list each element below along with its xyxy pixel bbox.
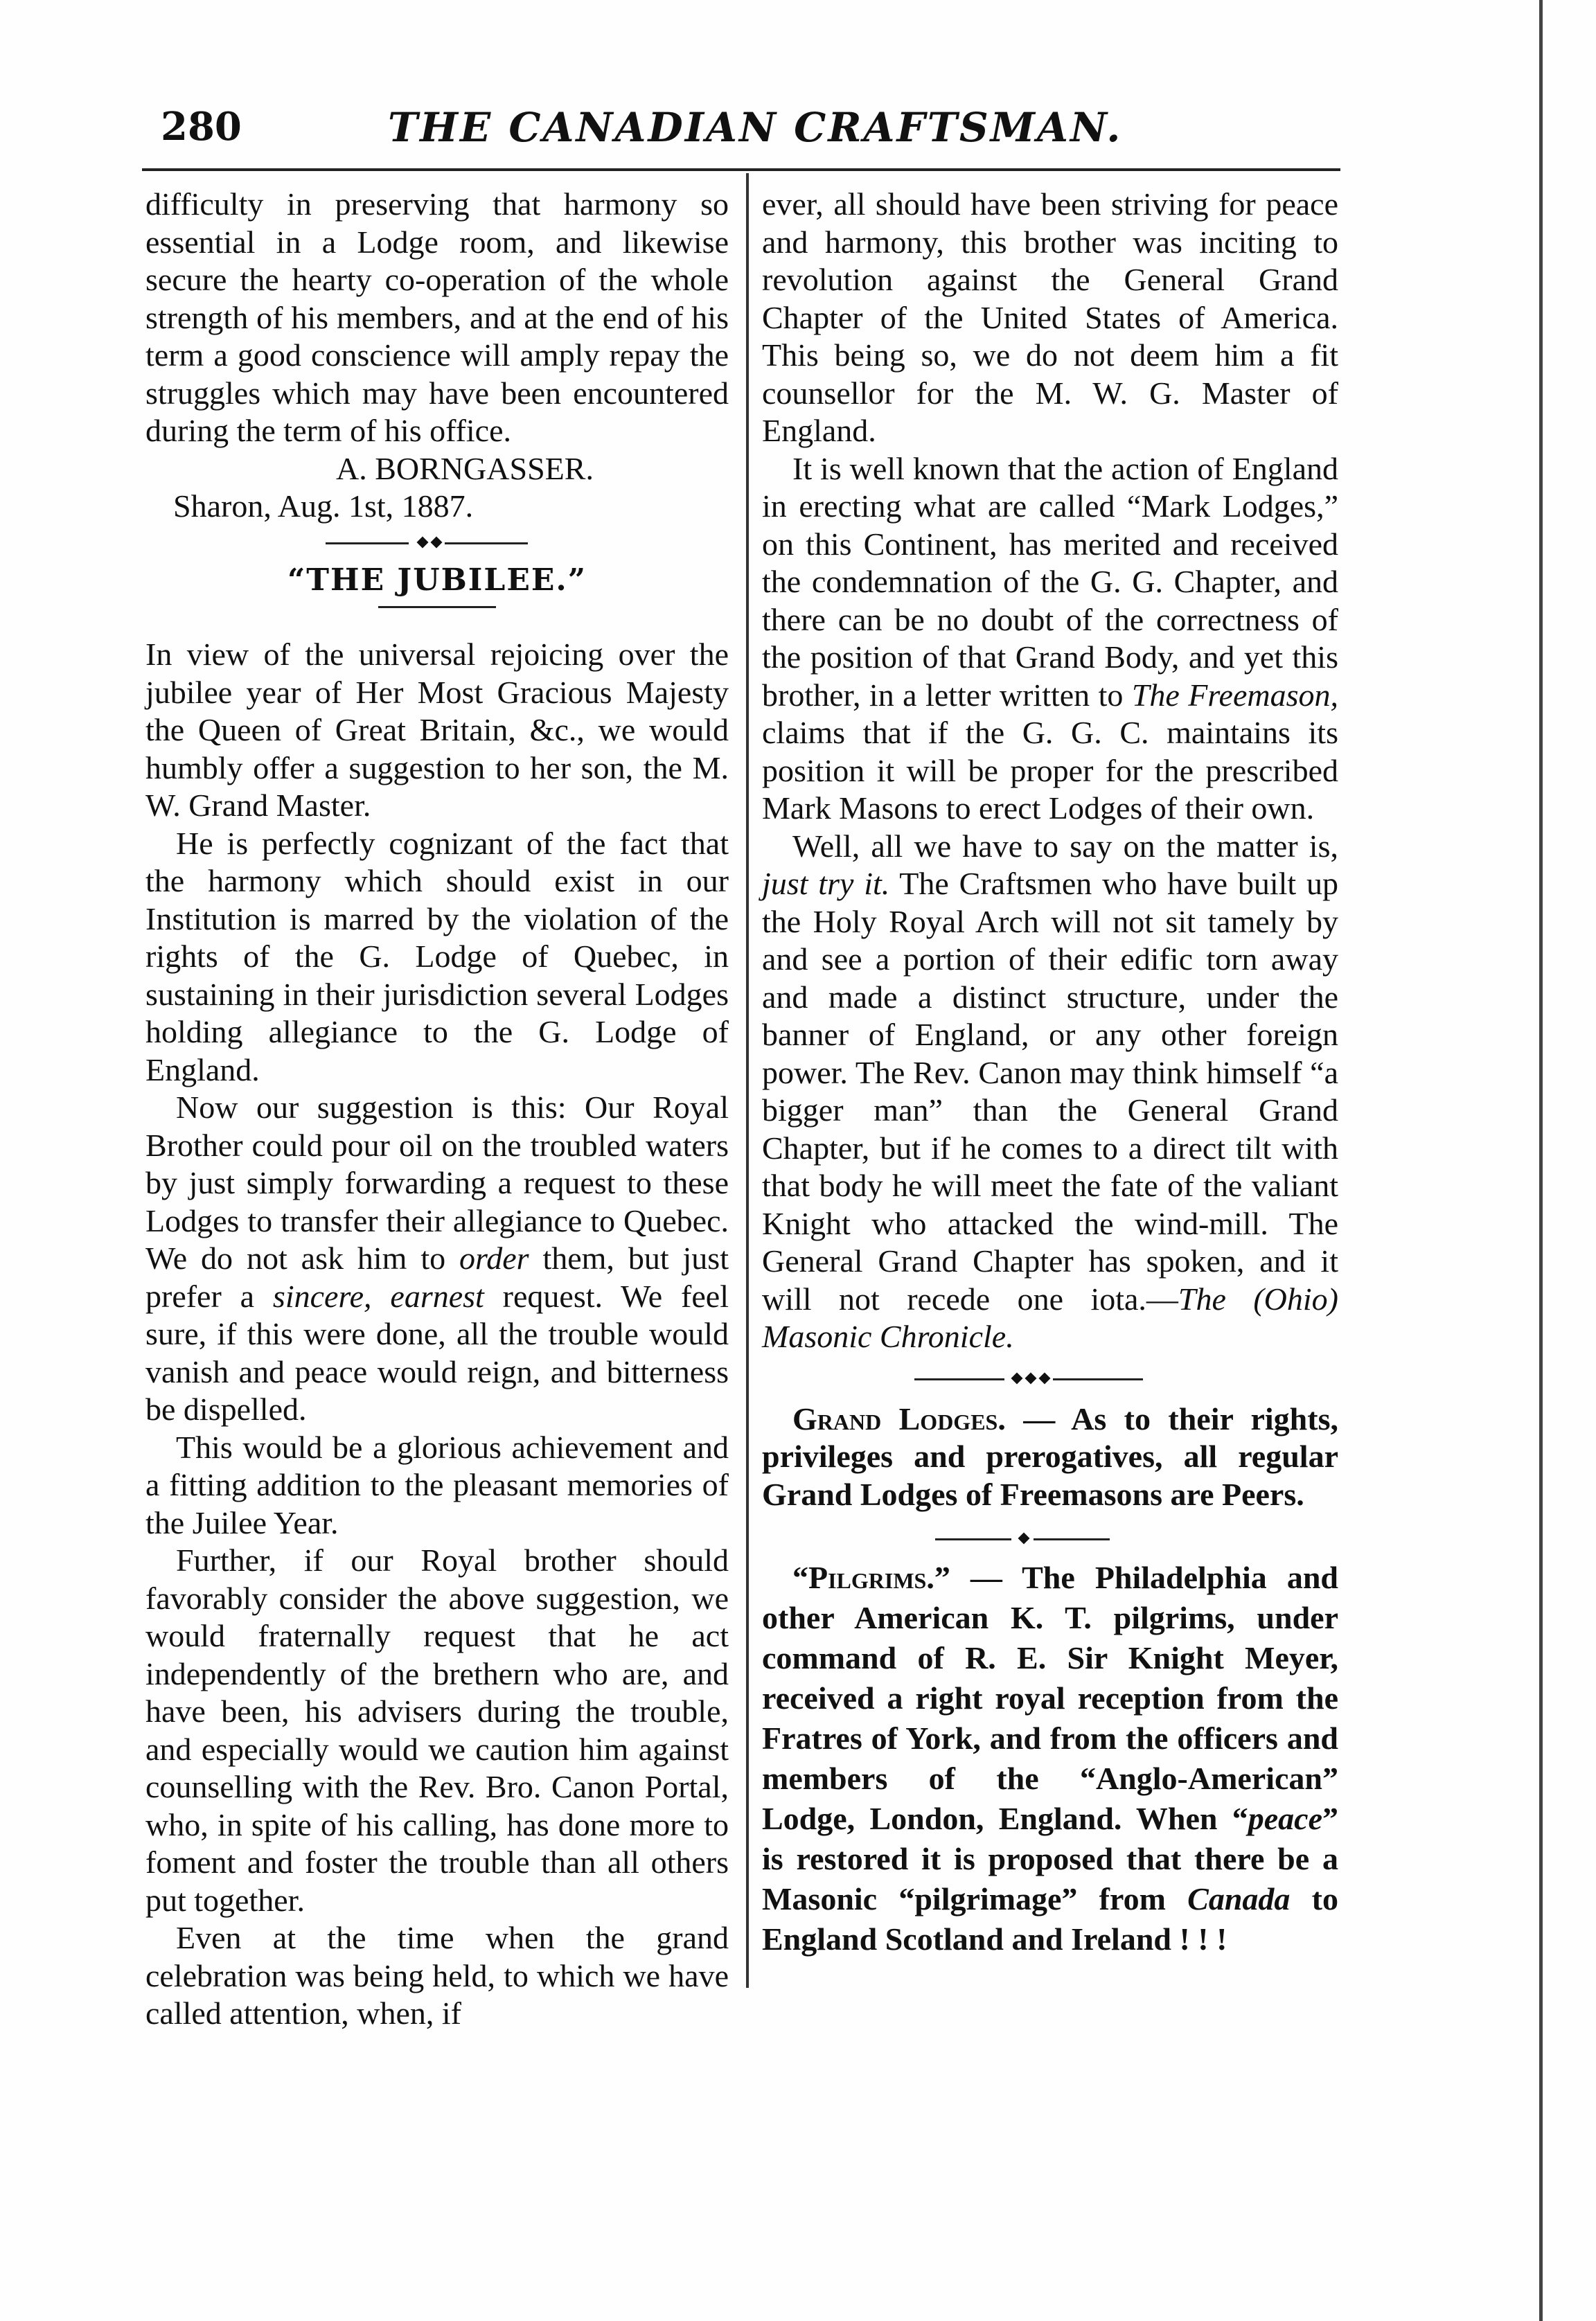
article-title: “THE JUBILEE.”	[287, 562, 587, 598]
text-run: to England Scotland and Ireland ! ! !	[762, 1881, 1338, 1957]
text-run: ” is restored it is proposed that there be a Masonic “pilgrimage” from	[762, 1801, 1338, 1917]
article-paragraph: ever, all should have been striving for peace and harmony, this brother was inciting to revolution against the General Grand Chapter of the United States of America. This being so, we do not deem him a fit counsellor for the M. W. G. Master of England.	[762, 186, 1338, 448]
letter-closing-paragraph: difficulty in preserving that harmony so essential in a Lodge room, and likewise secure the hearty co-operation of the whole strength of his members, and at the end of his term a good conscience will amply repay the struggles which may have been encountered during the term of his office.	[145, 186, 729, 448]
text-run: The Craftsmen who have built up the Holy Royal Arch will not sit tamely by and see a portion of their edific torn away and made a distinct structure, under the banner of England, or any other foreign power. The Rev. Canon may think himself “a bigger man” than the General Grand Chapter, but if he comes to a direct tilt with that body he will meet the fate of the valiant Knight who attacked the wind-mill. The General Grand Chapter has spoken, and it will not recede one iota.—	[762, 866, 1338, 1317]
emphasis-sincere: sincere, earnest	[272, 1278, 484, 1314]
grand-lodges-note	[762, 1400, 1338, 1514]
emphasis-try: just try it.	[762, 866, 890, 901]
pilgrims-note	[762, 1558, 1338, 1959]
emphasis-order: order	[459, 1240, 529, 1276]
article-paragraph	[762, 828, 1338, 1356]
page-number: 280	[161, 104, 242, 150]
article-paragraph: In view of the universal rejoicing over the jubilee year of Her Most Gracious Majesty the Queen of Great Britain, &c., we would humbly offer a suggestion to her son, the M. W. Grand Master.	[145, 637, 729, 823]
emphasis-canada: Canada	[1187, 1881, 1291, 1917]
text-run: them, but just prefer a	[145, 1240, 729, 1314]
article-paragraph: Even at the time when the grand celebration was being held, to which we have called attention, when, if	[145, 1920, 729, 2031]
text-run: — The Philadelphia and other American K. T. pilgrims, under command of R. E. Sir Knight Meyer, received a right royal reception from the Fratres of York, and from the officers and members of the “Anglo-American” Lodge, London, England. When “	[762, 1560, 1338, 1836]
column-divider	[746, 173, 749, 1988]
title-rule	[378, 606, 496, 608]
article-paragraph: Further, if our Royal brother should favorably consider the above suggestion, we would fraternally request that he act independently of the brethern who are, and have been, his advisers during the trouble, and especially would we caution him against counselling with the Rev. Bro. Canon Portal, who, in spite of his calling, has done more to foment and foster the trouble than all others put together.	[145, 1542, 729, 1918]
letter-signature: A. BORNGASSER.	[336, 450, 594, 486]
emphasis-freemason: The Freemason,	[1131, 677, 1339, 713]
right-column	[762, 186, 1338, 1959]
section-ornament	[762, 1526, 1338, 1554]
text-run: claims that if the G. G. C. maintains its position it will be proper for the prescribed Mark Masons to erect Lodges of their own.	[762, 715, 1338, 826]
text-run: request. We feel sure, if this were done, all the trouble would vanish and peace would reign, and bitterness be dispelled.	[145, 1278, 729, 1427]
note-heading: “Pilgrims.”	[792, 1560, 950, 1595]
section-ornament	[762, 1366, 1338, 1394]
article-paragraph: He is perfectly cognizant of the fact that the harmony which should exist in our Institution is marred by the violation of the rights of the G. Lodge of Quebec, in sustaining in their jurisdiction several Lodges holding allegiance to the G. Lodge of England.	[145, 825, 729, 1087]
left-column	[145, 186, 729, 2033]
text-run: Well, all we have to say on the matter is,	[792, 828, 1338, 864]
section-ornament	[145, 530, 729, 558]
page-edge-line	[1539, 0, 1543, 2321]
text-run: It is well known that the action of England in erecting what are called “Mark Lodges,” on this Continent, has merited and received the condemnation of the G. G. Chapter, and there can be no doubt of the correctness of the position of that Grand Body, and yet this brother, in a letter written to	[762, 450, 1338, 713]
article-paragraph	[762, 450, 1338, 828]
article-paragraph	[145, 1089, 729, 1429]
emphasis-peace: peace	[1248, 1801, 1322, 1836]
note-heading: Grand Lodges.	[792, 1400, 1006, 1437]
header-rule	[142, 168, 1340, 171]
running-head: THE CANADIAN CRAFTSMAN.	[388, 104, 1123, 151]
source-attribution: The (Ohio) Masonic Chronicle.	[762, 1281, 1338, 1354]
text-run: — As to their rights, privileges and prerogatives, all regular Grand Lodges of Freemasons are Peers.	[762, 1400, 1338, 1512]
article-paragraph: This would be a glorious achievement and a fitting addition to the pleasant memories of the Juilee Year.	[145, 1429, 729, 1540]
letter-dateline: Sharon, Aug. 1st, 1887.	[173, 488, 474, 524]
text-run: Now our suggestion is this: Our Royal Brother could pour oil on the troubled waters by just simply forwarding a request to these Lodges to transfer their allegiance to Quebec. We do not ask him to	[145, 1090, 729, 1276]
